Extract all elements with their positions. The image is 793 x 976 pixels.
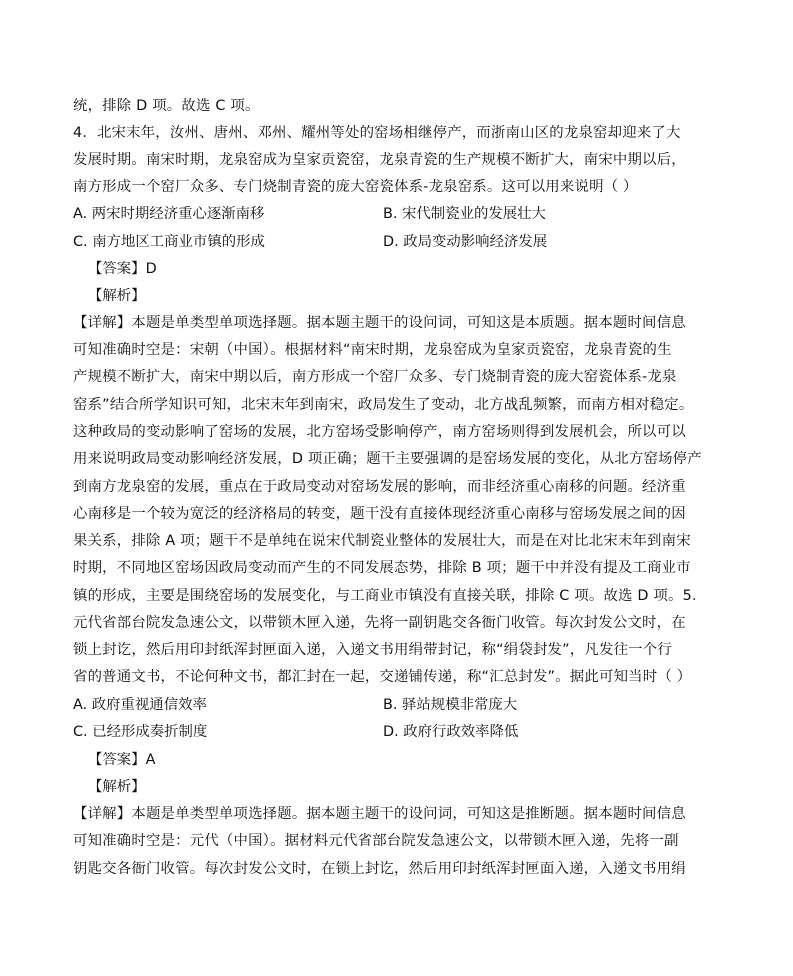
question-5-analysis-label: 【解析】 — [88, 779, 146, 795]
question-4-detail-line-1: 【详解】本题是单类型单项选择题。据本题主题干的设问词，可知这是本质题。据本题时间信息 — [73, 315, 686, 331]
question-4-stem-line-1: 4．北宋末年，汝州、唐州、邓州、耀州等处的窑场相继停产，而浙南山区的龙泉窑却迎来了大 — [73, 125, 681, 141]
question-4-analysis-label: 【解析】 — [88, 288, 146, 304]
question-4-detail-line-4: 窑系”结合所学知识可知，北宋末年到南宋，政局发生了变动，北方战乱频繁，而南方相对稳定。 — [73, 397, 694, 413]
question-4-detail-line-9: 果关系，排除 A 项；题干不是单纯在说宋代制瓷业整体的发展壮大，而是在对比北宋末年到南宋 — [73, 533, 691, 549]
question-4-answer: 【答案】D — [88, 261, 157, 277]
question-4-option-a: A. 两宋时期经济重心逐渐南移 — [73, 206, 265, 222]
question-5-stem-line-1: 元代省部台院发急速公文，以带锁木匣入递，先将一副钥匙交各衙门收管。每次封发公文时，在 — [73, 615, 686, 631]
question-5-option-d: D. 政府行政效率降低 — [383, 724, 519, 740]
question-4-stem-line-2: 发展时期。南宋时期，龙泉窑成为皇家贡瓷窑，龙泉青瓷的生产规模不断扩大，南宋中期以后， — [73, 152, 686, 168]
question-4-detail-line-5: 这种政局的变动影响了窑场的发展，北方窑场受影响停产，南方窑场则得到发展机会，所以可以 — [73, 424, 686, 440]
question-4-detail-line-3: 产规模不断扩大，南宋中期以后，南方形成一个窑厂众多、专门烧制青瓷的庞大窑瓷体系-龙泉 — [73, 369, 677, 385]
question-5-stem-line-3: 省的普通文书，不论何种文书，都汇封在一起，交递铺传递，称“汇总封发”。据此可知当时（ ） — [73, 669, 692, 685]
question-5-detail-line-1: 【详解】本题是单类型单项选择题。据本题主题干的设问词，可知这是推断题。据本题时间信息 — [73, 806, 686, 822]
question-4-stem-line-3: 南方形成一个窑厂众多、专门烧制青瓷的庞大窑瓷体系-龙泉窑系。这可以用来说明（ ） — [73, 179, 638, 195]
question-5-answer: 【答案】A — [88, 752, 156, 768]
question-5-option-b: B. 驿站规模非常庞大 — [383, 697, 518, 713]
question-4-option-c: C. 南方地区工商业市镇的形成 — [73, 234, 265, 250]
question-4-detail-line-7: 到南方龙泉窑的发展，重点在于政局变动对窑场发展的影响，而非经济重心南移的问题。经济重 — [73, 479, 686, 495]
question-4-option-b: B. 宋代制瓷业的发展壮大 — [383, 206, 546, 222]
question-4-detail-line-6: 用来说明政局变动影响经济发展，D 项正确；题干主要强调的是窑场发展的变化，从北方窑场停产 — [73, 451, 702, 467]
question-5-stem-line-2: 锁上封讫，然后用印封纸浑封匣面入递，入递文书用绢带封记，称“绢袋封发”，凡发往一个行 — [73, 642, 672, 658]
question-5-detail-line-3: 钥匙交各衙门收管。每次封发公文时，在锁上封讫，然后用印封纸浑封匣面入递，入递文书用绢 — [73, 861, 686, 877]
question-5-detail-line-2: 可知准确时空是：元代（中国）。据材料元代省部台院发急速公文，以带锁木匣入递，先将一副 — [73, 833, 679, 849]
question-4-detail-line-2: 可知准确时空是：宋朝（中国）。根据材料“南宋时期，龙泉窑成为皇家贡瓷窑，龙泉青瓷的生 — [73, 342, 672, 358]
question-5-option-c: C. 已经形成奏折制度 — [73, 724, 208, 740]
question-4-detail-line-11: 镇的形成，主要是围绕窑场的发展变化，与工商业市镇没有直接关联，排除 C 项。故选 D 项。5． — [73, 588, 707, 604]
question-4-detail-line-10: 时期，不同地区窑场因政局变动而产生的不同发展态势，排除 B 项；题干中并没有提及工商业市 — [73, 560, 691, 576]
question-4-option-d: D. 政局变动影响经济发展 — [383, 234, 548, 250]
question-4-detail-line-8: 心南移是一个较为宽泛的经济格局的转变，题干没有直接体现经济重心南移与窑场发展之间的因 — [73, 506, 686, 522]
previous-answer-tail: 统，排除 D 项。故选 C 项。 — [73, 98, 260, 114]
question-5-option-a: A. 政府重视通信效率 — [73, 697, 207, 713]
